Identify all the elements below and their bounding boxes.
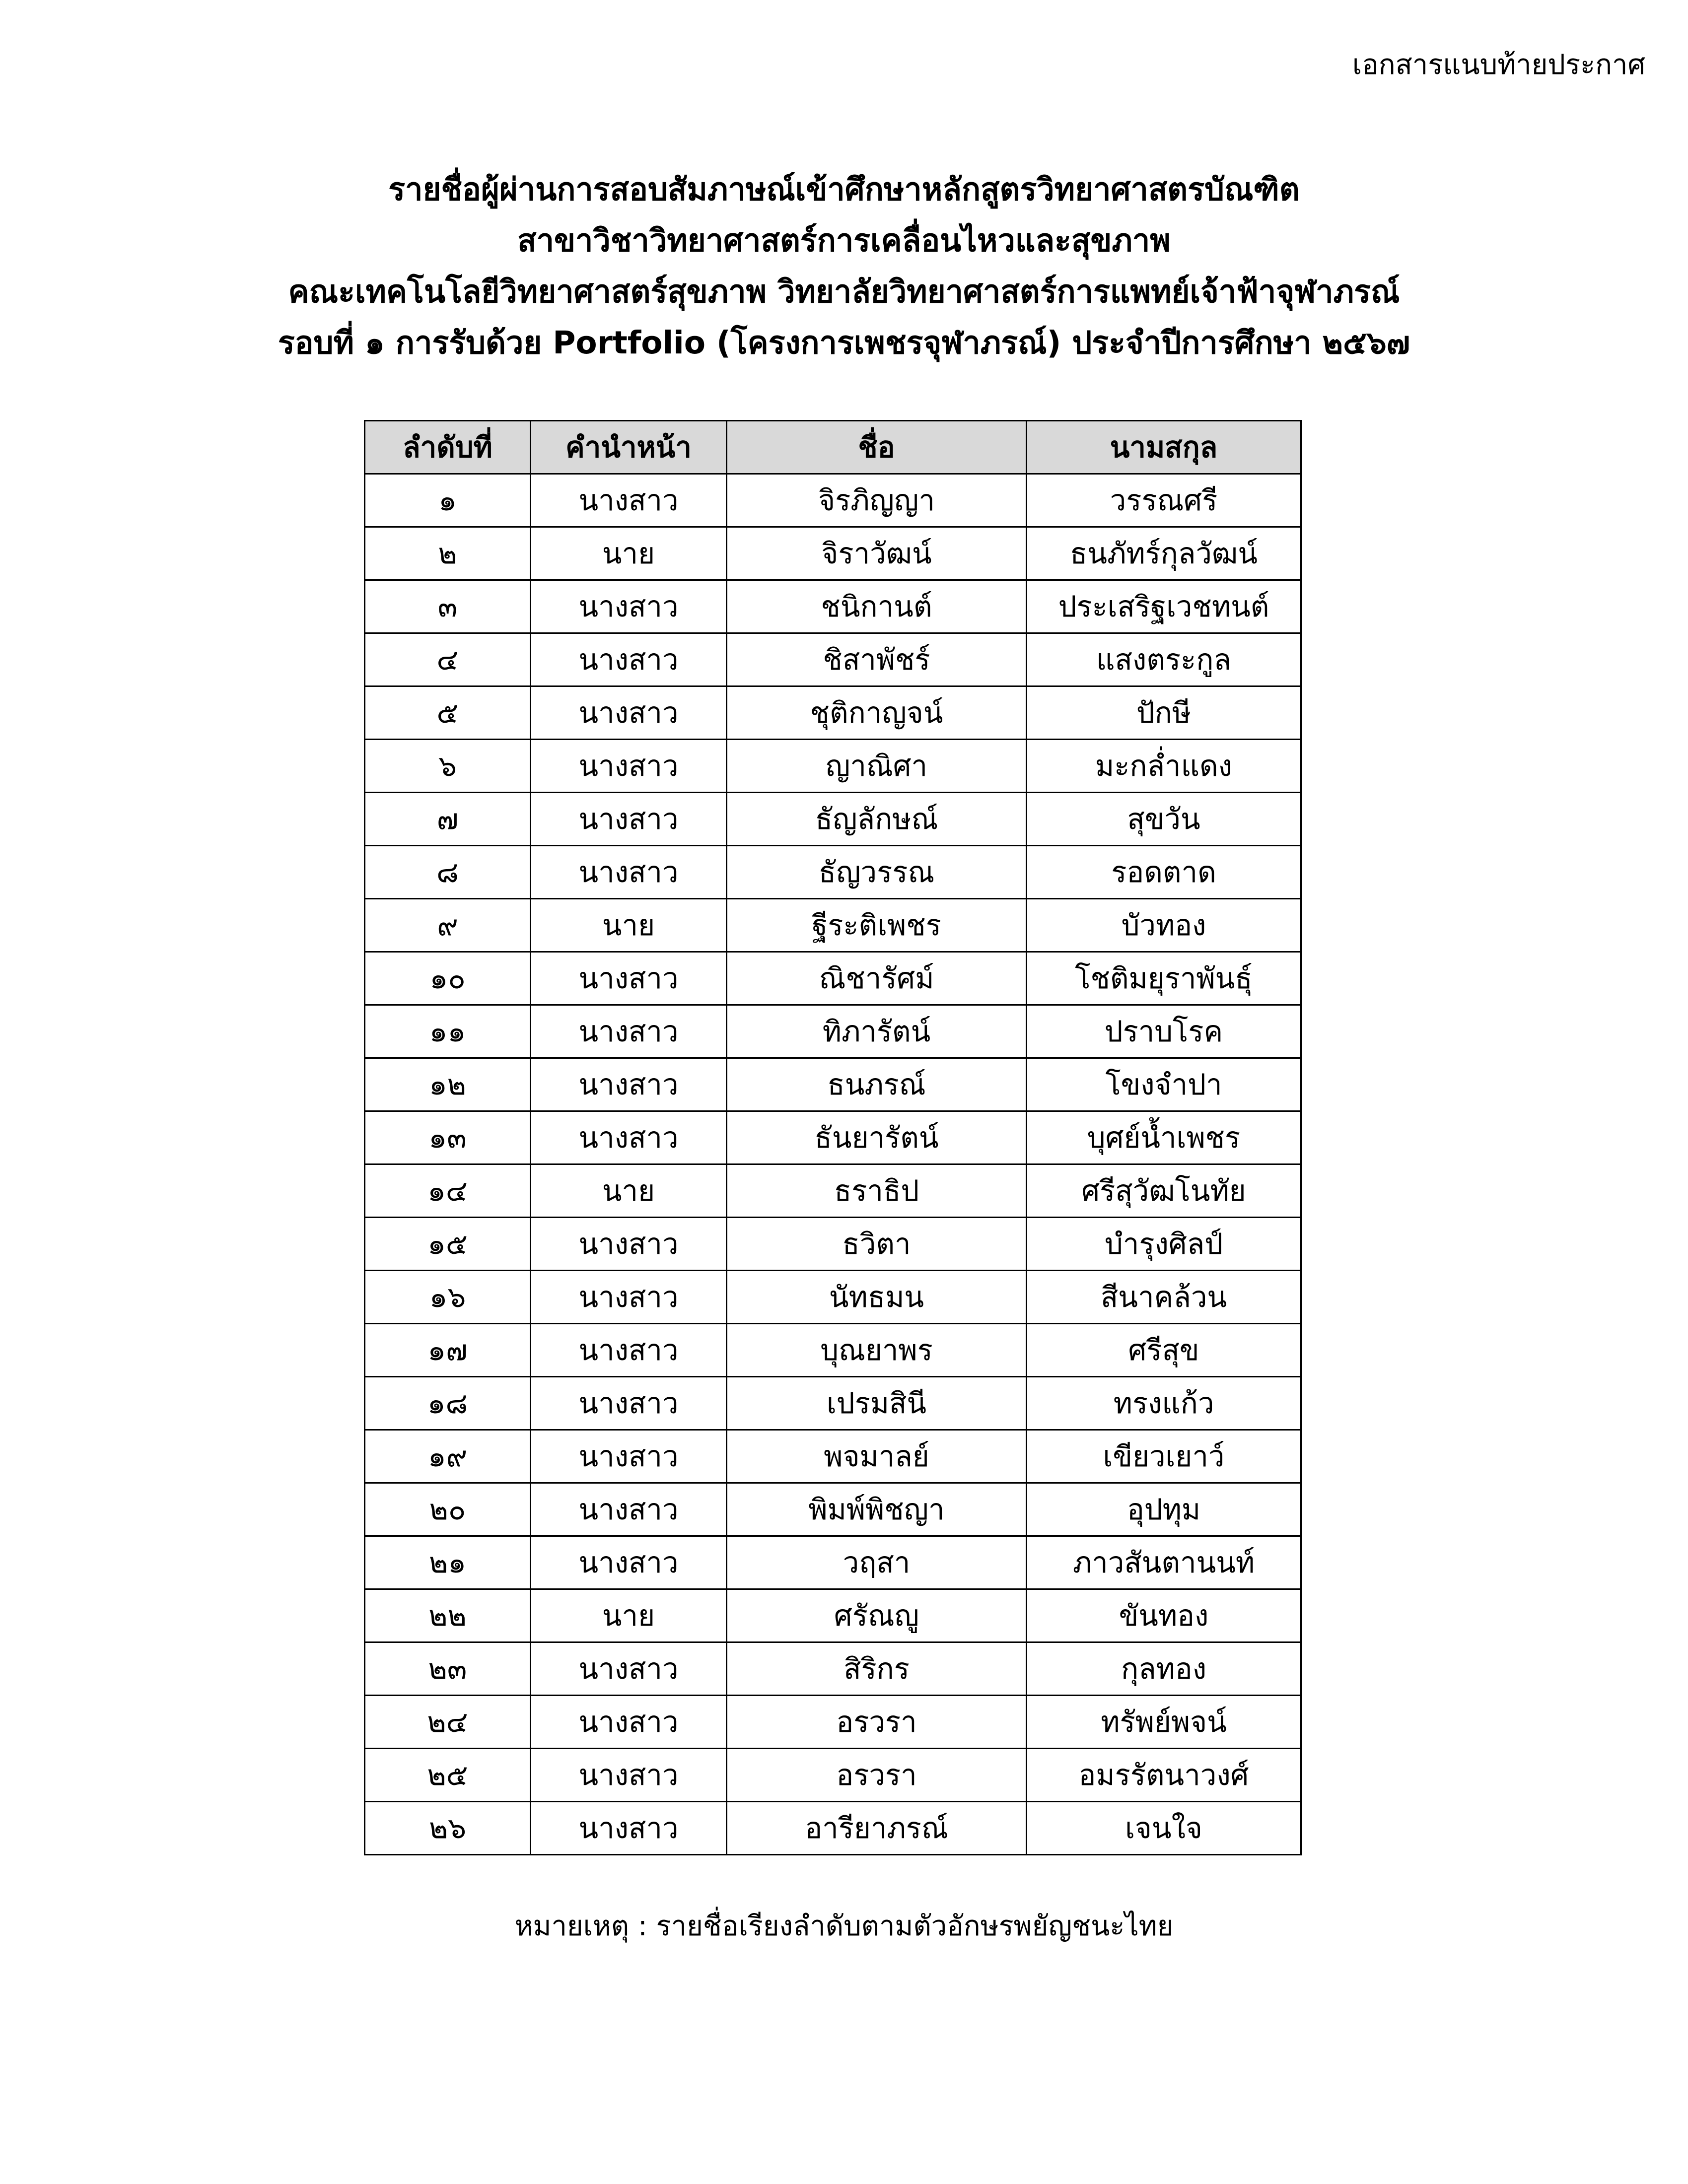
cell-name-prefix: นาย [531, 899, 727, 952]
cell-name-prefix: นางสาว [531, 740, 727, 793]
cell-first-name: ชนิกานต์ [727, 580, 1027, 633]
cell-last-name: สุขวัน [1027, 793, 1301, 846]
table-row [365, 1164, 1301, 1218]
cell-name-prefix: นาย [531, 1589, 727, 1642]
cell-order-number: ๖ [365, 740, 531, 793]
header-last-name: นามสกุล [1027, 421, 1301, 474]
table-row [365, 846, 1301, 899]
table-row [365, 1802, 1301, 1855]
cell-order-number: ๕ [365, 686, 531, 740]
table-row [365, 686, 1301, 740]
cell-last-name: ปักษี [1027, 686, 1301, 740]
table-row [365, 793, 1301, 846]
table-row [365, 1589, 1301, 1642]
cell-order-number: ๑๙ [365, 1430, 531, 1483]
cell-order-number: ๙ [365, 899, 531, 952]
cell-last-name: เจนใจ [1027, 1802, 1301, 1855]
cell-first-name: จิราวัฒน์ [727, 527, 1027, 580]
header-order-number: ลำดับที่ [365, 421, 531, 474]
cell-first-name: บุณยาพร [727, 1324, 1027, 1377]
cell-first-name: วฤสา [727, 1536, 1027, 1589]
cell-last-name: ทรงแก้ว [1027, 1377, 1301, 1430]
cell-first-name: ธันยารัตน์ [727, 1111, 1027, 1164]
title-line-3: คณะเทคโนโลยีวิทยาศาสตร์สุขภาพ วิทยาลัยวิทยาศาสตร์การแพทย์เจ้าฟ้าจุฬาภรณ์ [288, 273, 1400, 310]
cell-name-prefix: นางสาว [531, 580, 727, 633]
cell-order-number: ๑๕ [365, 1218, 531, 1271]
cell-last-name: ภาวสันตานนท์ [1027, 1536, 1301, 1589]
cell-name-prefix: นางสาว [531, 1696, 727, 1749]
cell-first-name: ญาณิศา [727, 740, 1027, 793]
cell-first-name: นัทธมน [727, 1271, 1027, 1324]
cell-first-name: อรวรา [727, 1749, 1027, 1802]
cell-order-number: ๑๘ [365, 1377, 531, 1430]
table-row [365, 580, 1301, 633]
cell-order-number: ๑๗ [365, 1324, 531, 1377]
document-attachment-label: เอกสารแนบท้ายประกาศ [1352, 49, 1645, 81]
cell-order-number: ๒๑ [365, 1536, 531, 1589]
table-row [365, 952, 1301, 1005]
cell-last-name: ทรัพย์พจน์ [1027, 1696, 1301, 1749]
cell-first-name: ธัญวรรณ [727, 846, 1027, 899]
cell-name-prefix: นางสาว [531, 1271, 727, 1324]
cell-first-name: ธนภรณ์ [727, 1058, 1027, 1111]
cell-name-prefix: นางสาว [531, 633, 727, 686]
table-row [365, 1642, 1301, 1696]
cell-order-number: ๗ [365, 793, 531, 846]
cell-first-name: สิริกร [727, 1642, 1027, 1696]
cell-name-prefix: นางสาว [531, 1536, 727, 1589]
cell-order-number: ๒ [365, 527, 531, 580]
table-row [365, 1058, 1301, 1111]
cell-last-name: เขียวเยาว์ [1027, 1430, 1301, 1483]
cell-last-name: ประเสริฐเวชทนต์ [1027, 580, 1301, 633]
table-row [365, 527, 1301, 580]
cell-name-prefix: นางสาว [531, 1483, 727, 1536]
table-row [365, 633, 1301, 686]
cell-name-prefix: นางสาว [531, 1324, 727, 1377]
cell-order-number: ๑๔ [365, 1164, 531, 1218]
table-row [365, 1005, 1301, 1058]
cell-order-number: ๘ [365, 846, 531, 899]
header-first-name: ชื่อ [727, 421, 1027, 474]
cell-name-prefix: นางสาว [531, 686, 727, 740]
cell-order-number: ๑ [365, 474, 531, 527]
title-line-4: รอบที่ ๑ การรับด้วย Portfolio (โครงการเพชรจุฬาภรณ์) ประจำปีการศึกษา ๒๕๖๗ [278, 325, 1410, 361]
cell-first-name: อรวรา [727, 1696, 1027, 1749]
cell-order-number: ๔ [365, 633, 531, 686]
cell-name-prefix: นางสาว [531, 1111, 727, 1164]
cell-last-name: ศรีสุวัฒโนทัย [1027, 1164, 1301, 1218]
cell-last-name: บุศย์น้ำเพชร [1027, 1111, 1301, 1164]
cell-last-name: รอดตาด [1027, 846, 1301, 899]
cell-first-name: ณิชารัศม์ [727, 952, 1027, 1005]
cell-order-number: ๑๒ [365, 1058, 531, 1111]
cell-last-name: ธนภัทร์กุลวัฒน์ [1027, 527, 1301, 580]
table-row [365, 899, 1301, 952]
cell-name-prefix: นางสาว [531, 474, 727, 527]
table-row [365, 1377, 1301, 1430]
table-body [365, 474, 1301, 1855]
cell-order-number: ๓ [365, 580, 531, 633]
cell-last-name: สีนาคล้วน [1027, 1271, 1301, 1324]
table-row [365, 740, 1301, 793]
title-line-1: รายชื่อผู้ผ่านการสอบสัมภาษณ์เข้าศึกษาหลักสูตรวิทยาศาสตรบัณฑิต [388, 171, 1300, 207]
cell-order-number: ๒๐ [365, 1483, 531, 1536]
announcement-title [0, 164, 1688, 368]
cell-last-name: แสงตระกูล [1027, 633, 1301, 686]
cell-name-prefix: นาย [531, 527, 727, 580]
table-row [365, 1483, 1301, 1536]
cell-order-number: ๑๐ [365, 952, 531, 1005]
table-row [365, 1536, 1301, 1589]
cell-last-name: กุลทอง [1027, 1642, 1301, 1696]
footnote: หมายเหตุ : รายชื่อเรียงลำดับตามตัวอักษรพยัญชนะไทย [514, 1910, 1174, 1942]
cell-first-name: ธัญลักษณ์ [727, 793, 1027, 846]
header-name-prefix: คำนำหน้า [531, 421, 727, 474]
cell-last-name: ศรีสุข [1027, 1324, 1301, 1377]
cell-order-number: ๒๕ [365, 1749, 531, 1802]
cell-last-name: มะกล่ำแดง [1027, 740, 1301, 793]
table-row [365, 1111, 1301, 1164]
cell-order-number: ๒๓ [365, 1642, 531, 1696]
cell-first-name: ฐีระติเพชร [727, 899, 1027, 952]
cell-order-number: ๒๖ [365, 1802, 531, 1855]
cell-first-name: ธราธิป [727, 1164, 1027, 1218]
cell-name-prefix: นางสาว [531, 1802, 727, 1855]
title-line-2: สาขาวิชาวิทยาศาสตร์การเคลื่อนไหวและสุขภาพ [517, 222, 1171, 259]
cell-first-name: อารียาภรณ์ [727, 1802, 1027, 1855]
cell-last-name: บำรุงศิลป์ [1027, 1218, 1301, 1271]
cell-order-number: ๑๑ [365, 1005, 531, 1058]
cell-name-prefix: นางสาว [531, 1377, 727, 1430]
table-row [365, 1696, 1301, 1749]
cell-first-name: ทิภารัตน์ [727, 1005, 1027, 1058]
cell-order-number: ๑๓ [365, 1111, 531, 1164]
cell-name-prefix: นางสาว [531, 1218, 727, 1271]
cell-order-number: ๒๒ [365, 1589, 531, 1642]
table-row [365, 1271, 1301, 1324]
cell-order-number: ๑๖ [365, 1271, 531, 1324]
table-row [365, 1749, 1301, 1802]
cell-last-name: โขงจำปา [1027, 1058, 1301, 1111]
cell-name-prefix: นางสาว [531, 846, 727, 899]
cell-first-name: ชิสาพัชร์ [727, 633, 1027, 686]
cell-name-prefix: นางสาว [531, 1749, 727, 1802]
cell-first-name: ธวิตา [727, 1218, 1027, 1271]
cell-last-name: โชติมยุราพันธุ์ [1027, 952, 1301, 1005]
passed-candidates-table [364, 420, 1302, 1855]
cell-first-name: พิมพ์พิชญา [727, 1483, 1027, 1536]
cell-name-prefix: นางสาว [531, 1642, 727, 1696]
cell-first-name: ชุติกาญจน์ [727, 686, 1027, 740]
cell-name-prefix: นางสาว [531, 1430, 727, 1483]
table-header-row [365, 421, 1301, 474]
table-row [365, 474, 1301, 527]
cell-last-name: อมรรัตนาวงศ์ [1027, 1749, 1301, 1802]
table-row [365, 1324, 1301, 1377]
cell-last-name: ขันทอง [1027, 1589, 1301, 1642]
cell-first-name: พจมาลย์ [727, 1430, 1027, 1483]
cell-name-prefix: นาย [531, 1164, 727, 1218]
table-row [365, 1218, 1301, 1271]
cell-name-prefix: นางสาว [531, 1005, 727, 1058]
cell-name-prefix: นางสาว [531, 793, 727, 846]
cell-order-number: ๒๔ [365, 1696, 531, 1749]
cell-name-prefix: นางสาว [531, 952, 727, 1005]
cell-first-name: ศรัณญู [727, 1589, 1027, 1642]
cell-first-name: จิรภิญญา [727, 474, 1027, 527]
cell-last-name: วรรณศรี [1027, 474, 1301, 527]
cell-last-name: อุปทุม [1027, 1483, 1301, 1536]
cell-name-prefix: นางสาว [531, 1058, 727, 1111]
cell-last-name: ปราบโรค [1027, 1005, 1301, 1058]
table-row [365, 1430, 1301, 1483]
cell-first-name: เปรมสินี [727, 1377, 1027, 1430]
cell-last-name: บัวทอง [1027, 899, 1301, 952]
